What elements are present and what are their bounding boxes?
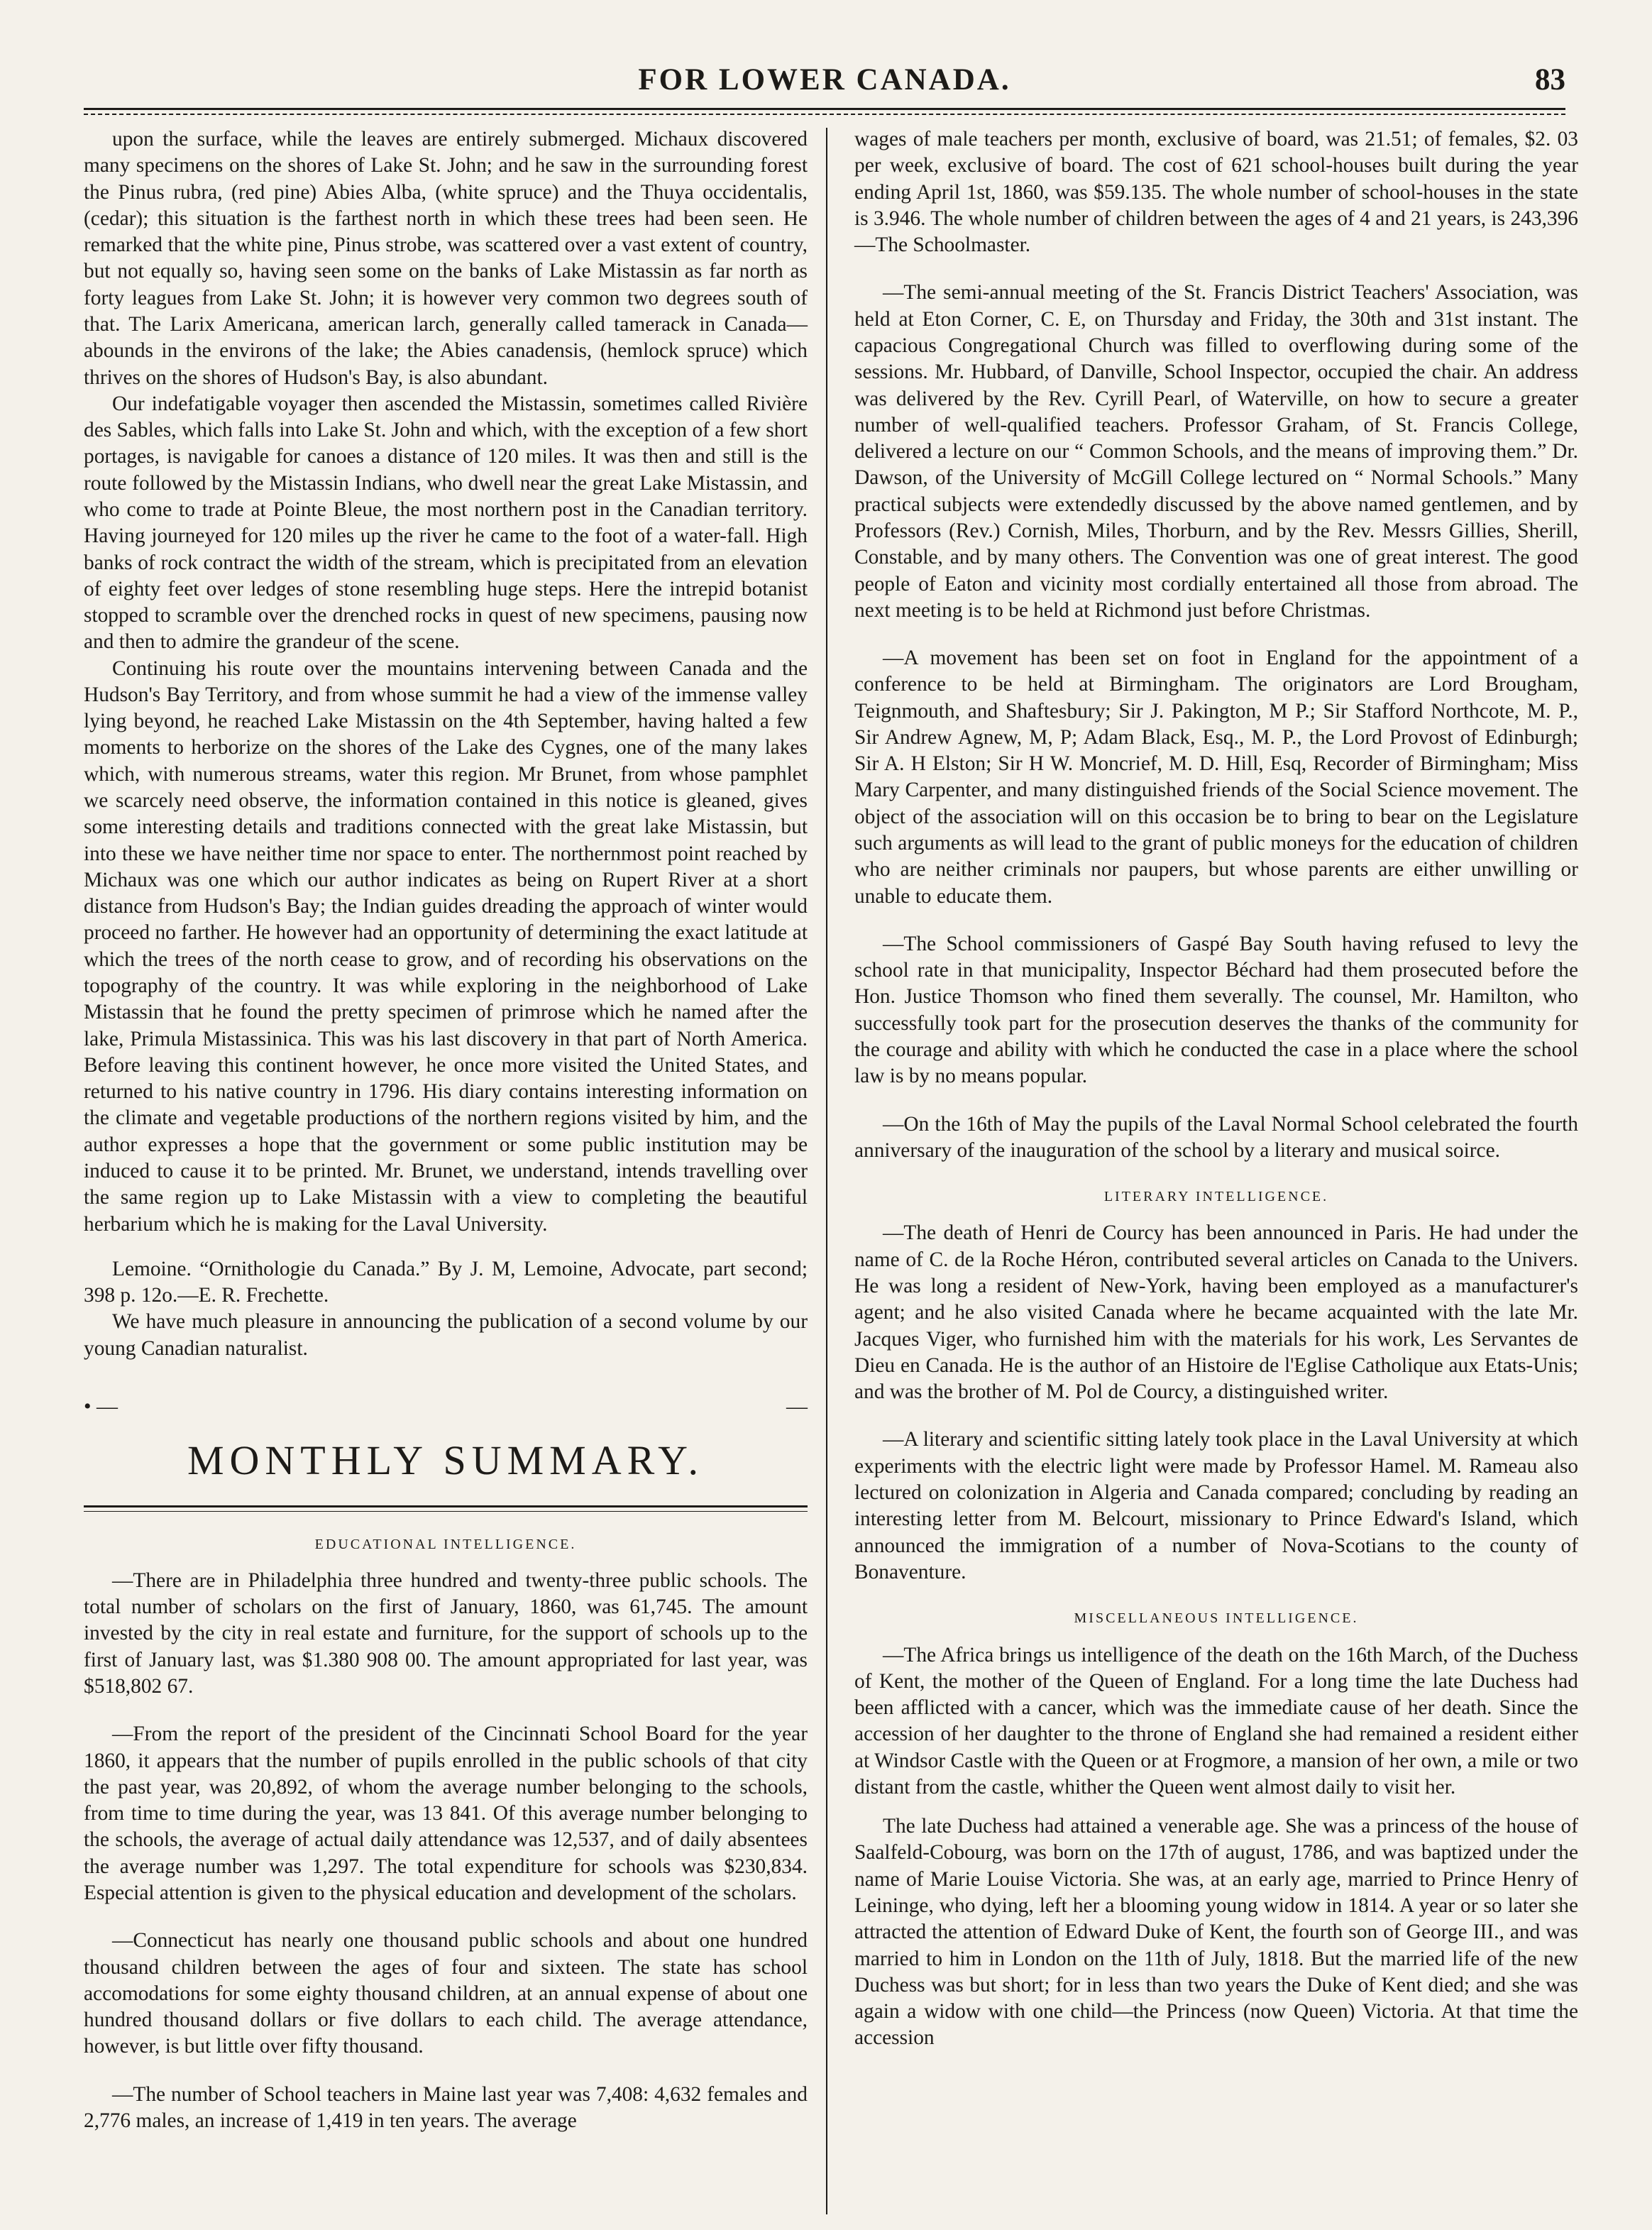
section-double-rule — [84, 1505, 808, 1512]
column-divider — [826, 128, 827, 2214]
article-paragraph: upon the surface, while the leaves are entirely submerged. Michaux discovered many specimens on the shores of Lake St. John; and he saw in the surrounding forest the Pinus rubra, (red pine) Abies Alba, (white spruce) and the Thuya occidentalis, (cedar); this situation is the farthest north in which these trees had been seen. He remarked that the white pine, Pinus strobe, was scattered over a vast extent of country, but not equally so, having seen some on the banks of Lake Mistassin as far north as forty leagues from Lake St. John; it is however very common two degrees south of that. The Larix Americana, american larch, generally called tamerack in Canada—abounds in the environs of the lake; the Abies canadensis, (hemlock spruce) which thrives on the shores of Hudson's Bay, is also abundant. — [84, 128, 808, 389]
news-item: —The semi-annual meeting of the St. Francis District Teachers' Association, was held at Eton Corner, C. E, on Thursday and Friday, the 30th and 31st instant. The capacious Congregational Church was filled to overflowing during some of the sessions. Mr. Hubbard, of Danville, School Inspector, occupied the chair. An address was delivered by the Rev. Cyrill Pearl, of Waterville, on how to secure a greater number of well-qualified teachers. Professor Graham, of St. Francis College, delivered a lecture on our “ Common Schools, and the means of improving them.” Dr. Dawson, of the University of McGill College lectured on “ Normal Schools.” Many practical subjects were extendedly discussed by the above named gentlemen, and by Professors (Rev.) Cornish, Miles, Thorburn, and by the Rev. Messrs Gillies, Sherill, Constable, and by many others. The Convention was one of great interest. The good people of Eaton and vicinity most cordially entertained all those from abroad. The next meeting is to be held at Richmond just before Christmas. — [854, 281, 1578, 622]
book-notice-remark: We have much pleasure in announcing the publication of a second volume by our young Canadian naturalist. — [84, 1310, 808, 1360]
page-number: 83 — [1535, 63, 1565, 97]
news-item: —On the 16th of May the pupils of the Laval Normal School celebrated the fourth anniversary of the inauguration of the school by a literary and musical soirce. — [854, 1112, 1578, 1162]
news-item: —Connecticut has nearly one thousand public schools and about one hundred thousand children between the ages of four and sixteen. The state has school accomodations for some eighty thousand children, at an annual expense of about one hundred thousand dollars or five dollars to each child. The average attendance, however, is but little over fifty thousand. — [84, 1929, 808, 2058]
subhead-literary: LITERARY INTELLIGENCE. — [1103, 1189, 1329, 1205]
ornament-left: • — — [84, 1394, 119, 1418]
article-paragraph: Our indefatigable voyager then ascended the Mistassin, sometimes called Rivière des Sables, which falls into Lake St. John and which, with the exception of a few short portages, is navigable for canoes a distance of 120 miles. It was then and still is the route followed by the Mistassin Indians, who dwell near the great Lake Mistassin, and who come to trade at Pointe Bleue, the most northern post in the Canadian territory. Having journeyed for 120 miles up the river he came to the foot of a water-fall. High banks of rock contract the width of the stream, which is precipitated from an elevation of eighty feet over ledges of stone resembling huge steps. Here the intrepid botanist stopped to scramble over the drenched rocks in quest of new specimens, pausing now and then to admire the grandeur of the scene. — [84, 392, 808, 654]
book-notice: Lemoine. “Ornithologie du Canada.” By J. M, Lemoine, Advocate, part second; 398 p. 12o.—E. R. Frechette. — [84, 1257, 808, 1307]
news-item: —A movement has been set on foot in England for the appointment of a conference to be held at Birmingham. The originators are Lord Brougham, Teignmouth, and Shaftesbury; Sir J. Pakington, M P.; Sir Stafford Northcote, M. P., Sir Andrew Agnew, M, P; Adam Black, Esq., M. P., the Lord Provost of Edinburgh; Sir A. H Elston; Sir H W. Moncrief, M. D. Hill, Esq, Recorder of Birmingham; Miss Mary Carpenter, and many distinguished friends of the Social Science movement. The object of the association will on this occasion be to bring to bear on the Legislature such arguments as will lead to the grant of public moneys for the education of children who are neither criminals nor paupers, but whose parents are either unwilling or unable to educate them. — [854, 647, 1578, 908]
news-item: The late Duchess had attained a venerable age. She was a princess of the house of Saalfeld-Cobourg, was born on the 17th of august, 1786, and was baptized under the name of Marie Louise Victoria. She was, at an early age, married to Prince Henry of Leininge, who dying, left her a blooming young widow in 1814. A year or so later she attracted the attention of Edward Duke of Kent, the fourth son of George III., and was married to him in London on the 11th of July, 1818. But the married life of the new Duchess was but short; for in less than two years the Duke of Kent died; and she was again a widow with one child—the Princess (now Queen) Victoria. At that time the accession — [854, 1815, 1578, 2050]
left-column — [84, 126, 808, 2134]
running-header — [84, 62, 1565, 112]
header-rule-dashed — [84, 114, 1565, 115]
news-item: —The number of School teachers in Maine last year was 7,408: 4,632 females and 2,776 males, an increase of 1,419 in ten years. The average — [84, 2082, 808, 2132]
right-column — [854, 126, 1578, 2052]
header-rule — [84, 108, 1565, 110]
continued-item: wages of male teachers per month, exclusive of board, was 21.51; of females, $2. 03 per week, exclusive of board. The cost of 621 school-houses built during the year ending April 1st, 1860, was $59.135. The whole number of school-houses in the state is 3.946. The whole number of children between the ages of 4 and 21 years, is 243,396—The Schoolmaster. — [854, 128, 1578, 257]
subhead-educational: EDUCATIONAL INTELLIGENCE. — [314, 1536, 577, 1552]
article-paragraph: Continuing his route over the mountains intervening between Canada and the Hudson's Bay Territory, and from whose summit he had a view of the immense valley lying beyond, he reached Lake Mistassin on the 4th September, having halted a few moments to herborize on the shores of the Lake des Cygnes, one of the many lakes which, with numerous streams, water this region. Mr Brunet, from whose pamphlet we scarcely need observe, the information contained in this notice is gleaned, gives some interesting details and traditions connected with the great lake Mistassin, but into these we have neither time nor space to enter. The northernmost point reached by Michaux was one which our author indicates as being on Rupert River at a short distance from Hudson's Bay; the Indian guides dreading the approach of winter would proceed no farther. He however had an opportunity of determining the exact latitude at which the trees of the north cease to grow, and of recording his observations on the topography of the country. It was while exploring in the neighborhood of Lake Mistassin that he found the pretty specimen of primrose which he named after the lake, Primula Mistassinica. This was his last discovery in that part of North America. Before leaving this continent however, he once more visited the United States, and returned to his native country in 1796. His diary contains interesting information on the climate and vegetable productions of the northern regions visited by him, and the author expresses a hope that the government or some public institution may be induced to cause it to be printed. Mr. Brunet, we understand, intends travelling over the same region up to Lake Mistassin with a view to completing the beautiful herbarium which he is making for the Laval University. — [84, 657, 808, 1236]
news-item: —There are in Philadelphia three hundred and twenty-three public schools. The total number of scholars on the first of January, 1860, was 61,745. The amount invested by the city in real estate and furniture, for the support of schools up to the first of January last, was $1.380 908 00. The amount appropriated for last year, was $518,802 67. — [84, 1569, 808, 1698]
news-item: —The death of Henri de Courcy has been announced in Paris. He had under the name of C. de la Roche Héron, contributed several articles on Canada to the Univers. He was long a resident of New-York, having been employed as a manufacturer's agent; and he also visited Canada where he became acquainted with the late Mr. Jacques Viger, who furnished him with the materials for his work, Les Servantes de Dieu en Canada. He is the author of an Histoire de l'Eglise Catholique aux Etats-Unis; and was the brother of M. Pol de Courcy, a distinguished writer. — [854, 1221, 1578, 1404]
news-item: —From the report of the president of the Cincinnati School Board for the year 1860, it appears that the number of pupils enrolled in the public schools of that city the past year, was 20,892, of whom the average number belonging to the schools, from time to time during the year, was 13 841. Of this average number belonging to the schools, the average of actual daily attendance was 12,537, and of daily absentees the average number was 1,297. The total expenditure for schools was $230,834. Especial attention is given to the physical education and development of the scholars. — [84, 1723, 808, 1904]
news-item: —A literary and scientific sitting lately took place in the Laval University at which experiments with the electric light were made by Professor Hamel. M. Rameau also lectured on colonization in Algeria and Canada compared; concluding by reading an interesting letter from M. Belcourt, missionary to Prince Edward's Island, which announced the immigration of a number of Nova-Scotians to the county of Bonaventure. — [854, 1428, 1578, 1583]
ornament-right: — — [786, 1394, 808, 1418]
news-item: —The School commissioners of Gaspé Bay South having refused to levy the school rate in that municipality, Inspector Béchard had them prosecuted before the Hon. Justice Thomson who fined them severally. The counsel, Mr. Hamilton, who successfully took part for the prosecution deserves the thanks of the community for the courage and ability with which he conducted the case in a place where the school law is by no means popular. — [854, 932, 1578, 1088]
running-head-title: FOR LOWER CANADA. — [638, 63, 1011, 97]
news-item: —The Africa brings us intelligence of the death on the 16th March, of the Duchess of Kent, the mother of the Queen of England. For a long time the late Duchess had been afflicted with a cancer, which was the immediate cause of her death. Since the accession of her daughter to the throne of England she had remained a resident either at Windsor Castle with the Queen or at Frogmore, a mansion of her own, a mile or two distant from the castle, whither the Queen went almost daily to visit her. — [854, 1643, 1578, 1798]
section-break-ornament — [84, 1393, 808, 1420]
subhead-miscellaneous: MISCELLANEOUS INTELLIGENCE. — [1074, 1610, 1359, 1627]
section-title: MONTHLY SUMMARY. — [187, 1437, 705, 1483]
